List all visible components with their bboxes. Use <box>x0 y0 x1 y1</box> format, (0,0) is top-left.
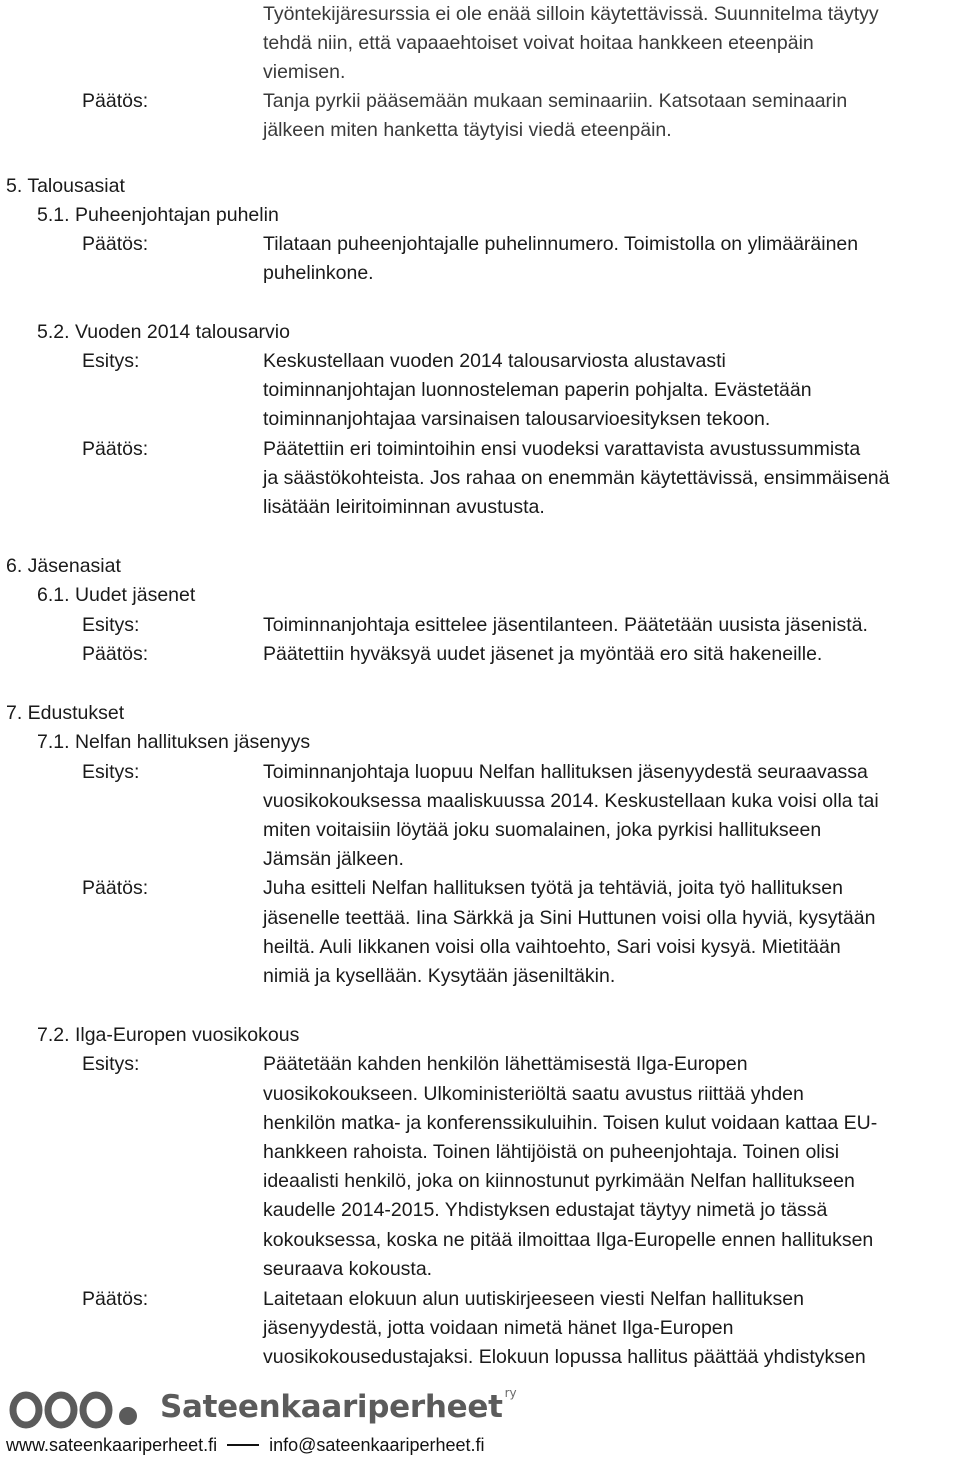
body-line: Päätettiin eri toimintoihin ensi vuodeksi varattavista avustussummista <box>263 438 861 460</box>
section-heading: 6. Jäsenasiat <box>6 555 121 577</box>
body-line: Toiminnanjohtaja esittelee jäsentilanteen. Päätetään uusista jäsenistä. <box>263 614 868 636</box>
subsection-heading: 5.1. Puheenjohtajan puhelin <box>37 204 279 226</box>
section-heading: 7. Edustukset <box>6 702 125 724</box>
body-line: hankkeen rahoista. Toinen lähtijöistä on puheenjohtaja. Toinen olisi <box>263 1141 840 1163</box>
body-line: Juha esitteli Nelfan hallituksen työtä ja tehtäviä, joita työ hallituksen <box>263 877 843 899</box>
body-line: vuosikokoukseen. Ulkoministeriöltä saatu avustus riittää yhden <box>263 1083 804 1105</box>
footer-contact <box>6 1433 485 1457</box>
body-line: jäsenelle teettää. Iina Särkkä ja Sini Huttunen voisi olla hyviä, kysytään <box>263 907 876 929</box>
body-line: vuosikokousedustajaksi. Elokuun lopussa hallitus päättää yhdistyksen <box>263 1346 866 1368</box>
decision-label: Päätös: <box>82 438 149 460</box>
body-line: miten voitaisiin löytää joku suomalainen, joka pyrkisi hallitukseen <box>263 819 822 841</box>
body-line: jälkeen miten hanketta täytyisi viedä eteenpäin. <box>263 119 672 141</box>
subsection-heading: 7.1. Nelfan hallituksen jäsenyys <box>37 731 311 753</box>
body-line: Tanja pyrkii pääsemään mukaan seminaariin. Katsotaan seminaarin <box>263 90 848 112</box>
body-line: nimiä ja kysellään. Kysytään jäseniltäkin. <box>263 965 616 987</box>
body-line: heiltä. Auli Iikkanen voisi olla vaihtoehto, Sari voisi kysyä. Mietitään <box>263 936 841 958</box>
body-line: toiminnanjohtajan luonnosteleman paperin pohjalta. Evästetään <box>263 379 812 401</box>
rainbow-rings-icon <box>6 1382 156 1432</box>
decision-label: Päätös: <box>82 643 149 665</box>
subsection-heading: 5.2. Vuoden 2014 talousarvio <box>37 321 290 343</box>
proposal-label: Esitys: <box>82 1053 140 1075</box>
body-line: Päätettiin hyväksyä uudet jäsenet ja myöntää ero sitä hakeneille. <box>263 643 823 665</box>
body-line: Jämsän jälkeen. <box>263 848 404 870</box>
body-line: Työntekijäresurssia ei ole enää silloin käytettävissä. Suunnitelma täytyy <box>263 3 879 25</box>
body-line: jäsenyydestä, jotta voidaan nimetä hänet Ilga-Europen <box>263 1317 734 1339</box>
subsection-heading: 7.2. Ilga-Europen vuosikokous <box>37 1024 300 1046</box>
body-line: kaudelle 2014-2015. Yhdistyksen edustajat täytyy nimetä jo tässä <box>263 1199 828 1221</box>
website-link[interactable]: www.sateenkaariperheet.fi <box>6 1435 218 1455</box>
decision-label: Päätös: <box>82 233 149 255</box>
body-line: puhelinkone. <box>263 262 374 284</box>
section-heading: 5. Talousasiat <box>6 175 125 197</box>
organization-logo <box>6 1382 517 1432</box>
email-link[interactable]: info@sateenkaariperheet.fi <box>269 1435 485 1455</box>
logo-suffix: ry <box>504 1386 517 1400</box>
decision-label: Päätös: <box>82 877 149 899</box>
body-line: ideaalisti henkilö, joka on kiinnostunut pyrkimään Nelfan hallitukseen <box>263 1170 855 1192</box>
body-line: Keskustellaan vuoden 2014 talousarviosta alustavasti <box>263 350 726 372</box>
body-line: tehdä niin, että vapaaehtoiset voivat hoitaa hankkeen eteenpäin <box>263 32 814 54</box>
proposal-label: Esitys: <box>82 350 140 372</box>
body-line: henkilön matka- ja konferenssikuluihin. Toisen kulut voidaan kattaa EU- <box>263 1112 878 1134</box>
logo-text: Sateenkaariperheet <box>160 1389 503 1425</box>
separator-dash <box>227 1444 259 1446</box>
decision-label: Päätös: <box>82 90 149 112</box>
body-line: Tilataan puheenjohtajalle puhelinnumero. Toimistolla on ylimääräinen <box>263 233 859 255</box>
body-line: seuraava kokousta. <box>263 1258 433 1280</box>
body-line: kokouksessa, koska ne pitää ilmoittaa Ilga-Europelle ennen hallituksen <box>263 1229 874 1251</box>
subsection-heading: 6.1. Uudet jäsenet <box>37 584 196 606</box>
decision-label: Päätös: <box>82 1288 149 1310</box>
body-line: toiminnanjohtajaa varsinaisen talousarvioesityksen tekoon. <box>263 408 771 430</box>
body-line: Laitetaan elokuun alun uutiskirjeeseen viesti Nelfan hallituksen <box>263 1288 804 1310</box>
body-line: Toiminnanjohtaja luopuu Nelfan hallituksen jäsenyydestä seuraavassa <box>263 761 868 783</box>
body-line: lisätään leiritoiminnan avustusta. <box>263 496 545 518</box>
body-line: Päätetään kahden henkilön lähettämisestä Ilga-Europen <box>263 1053 748 1075</box>
body-line: ja säästökohteista. Jos rahaa on enemmän käytettävissä, ensimmäisenä <box>263 467 890 489</box>
body-line: viemisen. <box>263 61 346 83</box>
proposal-label: Esitys: <box>82 614 140 636</box>
body-line: vuosikokouksessa maaliskuussa 2014. Keskustellaan kuka voisi olla tai <box>263 790 879 812</box>
proposal-label: Esitys: <box>82 761 140 783</box>
